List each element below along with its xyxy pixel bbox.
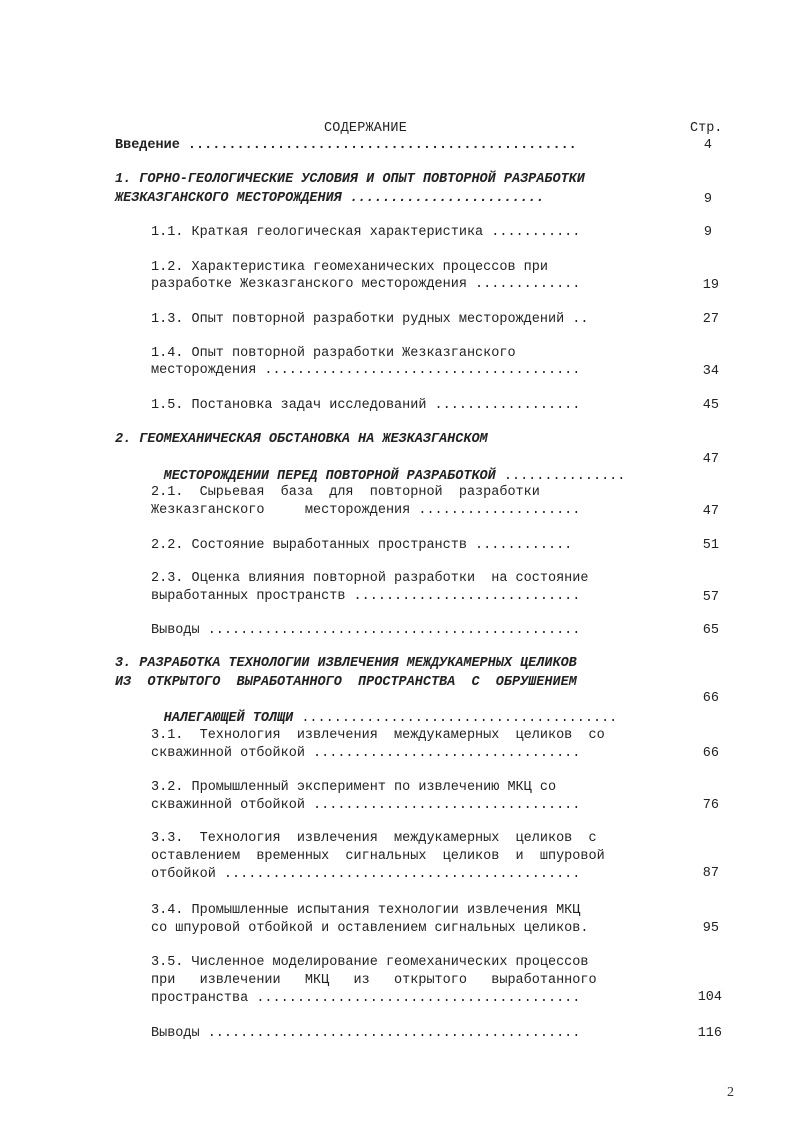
toc-entry-text: пространства ........................................ — [151, 991, 581, 1006]
toc-entry-page: 9 — [703, 192, 712, 207]
toc-entry-page: 47 — [702, 504, 719, 519]
toc-entry-text: со шпуровой отбойкой и оставлением сигнальных целиков. — [151, 921, 589, 936]
toc-entry-page: 4 — [703, 138, 712, 153]
toc-entry-text: 3.4. Промышленные испытания технологии извлечения МКЦ — [151, 903, 581, 918]
toc-entry-page: 87 — [702, 866, 719, 881]
toc-section-line: НАЛЕГАЮЩЕЙ ТОЛЩИ — [163, 711, 294, 726]
toc-entry-page: 95 — [702, 921, 719, 936]
toc-entry-page: 45 — [702, 398, 719, 413]
toc-entry-text: Выводы .............................................. — [151, 623, 581, 638]
toc-entry-text: скважинной отбойкой ................................. — [151, 798, 581, 813]
toc-entry-text: разработке Жезказганского месторождения ............. — [151, 277, 581, 292]
toc-entry-page: 19 — [702, 278, 719, 293]
toc-entry-text: при извлечении МКЦ из открытого выработанного — [151, 973, 597, 988]
toc-entry-page: 116 — [697, 1026, 722, 1041]
toc-entry-text: 3.5. Численное моделирование геомеханических процессов — [151, 955, 589, 970]
toc-entry-text: оставлением временных сигнальных целиков и шпуровой — [151, 849, 605, 864]
toc-entry-text: отбойкой ............................................ — [151, 867, 581, 882]
toc-entry-page: 76 — [702, 798, 719, 813]
toc-section-line: ЖЕЗКАЗГАНСКОГО МЕСТОРОЖДЕНИЯ ........................ — [115, 191, 545, 206]
toc-entry-page: 66 — [702, 746, 719, 761]
toc-entry-text: Жезказганского месторождения .................... — [151, 503, 581, 518]
toc-entry-page: 27 — [702, 312, 719, 327]
toc-entry-page: 66 — [702, 691, 719, 706]
toc-section-line: 3. РАЗРАБОТКА ТЕХНОЛОГИИ ИЗВЛЕЧЕНИЯ МЕЖДУКАМЕРНЫХ ЦЕЛИКОВ — [115, 656, 577, 671]
toc-entry-page: 65 — [702, 623, 719, 638]
toc-entry-text: 1.3. Опыт повторной разработки рудных месторождений .. — [151, 312, 589, 327]
toc-section-line: 2. ГЕОМЕХАНИЧЕСКАЯ ОБСТАНОВКА НА ЖЕЗКАЗГАНСКОМ — [115, 432, 488, 447]
page-column-header: Стр. — [690, 121, 723, 136]
toc-section-line: 1. ГОРНО-ГЕОЛОГИЧЕСКИЕ УСЛОВИЯ И ОПЫТ ПОВТОРНОЙ РАЗРАБОТКИ — [115, 172, 585, 187]
toc-entry-text: месторождения ....................................... — [151, 363, 581, 378]
toc-entry-text: выработанных пространств ............................ — [151, 589, 581, 604]
toc-entry-text: 2.3. Оценка влияния повторной разработки на состояние — [151, 571, 589, 586]
toc-entry-page: 34 — [702, 364, 719, 379]
toc-entry-text: 1.2. Характеристика геомеханических процессов при — [151, 260, 548, 275]
toc-entry-page: 104 — [697, 990, 722, 1005]
toc-entry-page: 51 — [702, 538, 719, 553]
toc-entry-text: 2.1. Сырьевая база для повторной разработки — [151, 485, 540, 500]
toc-entry-text: Выводы .............................................. — [151, 1026, 581, 1041]
toc-entry-text: 3.3. Технология извлечения междукамерных целиков с — [151, 831, 597, 846]
toc-section-line: МЕСТОРОЖДЕНИИ ПЕРЕД ПОВТОРНОЙ РАЗРАБОТКОЙ — [163, 469, 496, 484]
toc-entry-text: 3.2. Промышленный эксперимент по извлечению МКЦ со — [151, 780, 557, 795]
toc-entry-text: 2.2. Состояние выработанных пространств ............ — [151, 538, 573, 553]
toc-entry-text: 1.4. Опыт повторной разработки Жезказганского — [151, 346, 516, 361]
toc-entry-page: 9 — [703, 225, 712, 240]
toc-entry-text: 1.5. Постановка задач исследований .................. — [151, 398, 581, 413]
toc-entry-text: скважинной отбойкой ................................. — [151, 746, 581, 761]
page-number: 2 — [727, 1085, 734, 1100]
toc-entry-page: 57 — [702, 590, 719, 605]
toc-entry-page: 47 — [702, 452, 719, 467]
toc-entry-text: 3.1. Технология извлечения междукамерных целиков со — [151, 728, 605, 743]
toc-entry-text: 1.1. Краткая геологическая характеристика ........... — [151, 225, 581, 240]
toc-leader-dots: ....................................... — [293, 711, 618, 726]
toc-section-line: ИЗ ОТКРЫТОГО ВЫРАБОТАННОГО ПРОСТРАНСТВА С ОБРУШЕНИЕМ — [115, 675, 577, 690]
toc-title: СОДЕРЖАНИЕ — [324, 121, 408, 136]
toc-leader-dots: ............... — [495, 469, 626, 484]
toc-entry-text: Введение ................................................ — [115, 138, 577, 153]
